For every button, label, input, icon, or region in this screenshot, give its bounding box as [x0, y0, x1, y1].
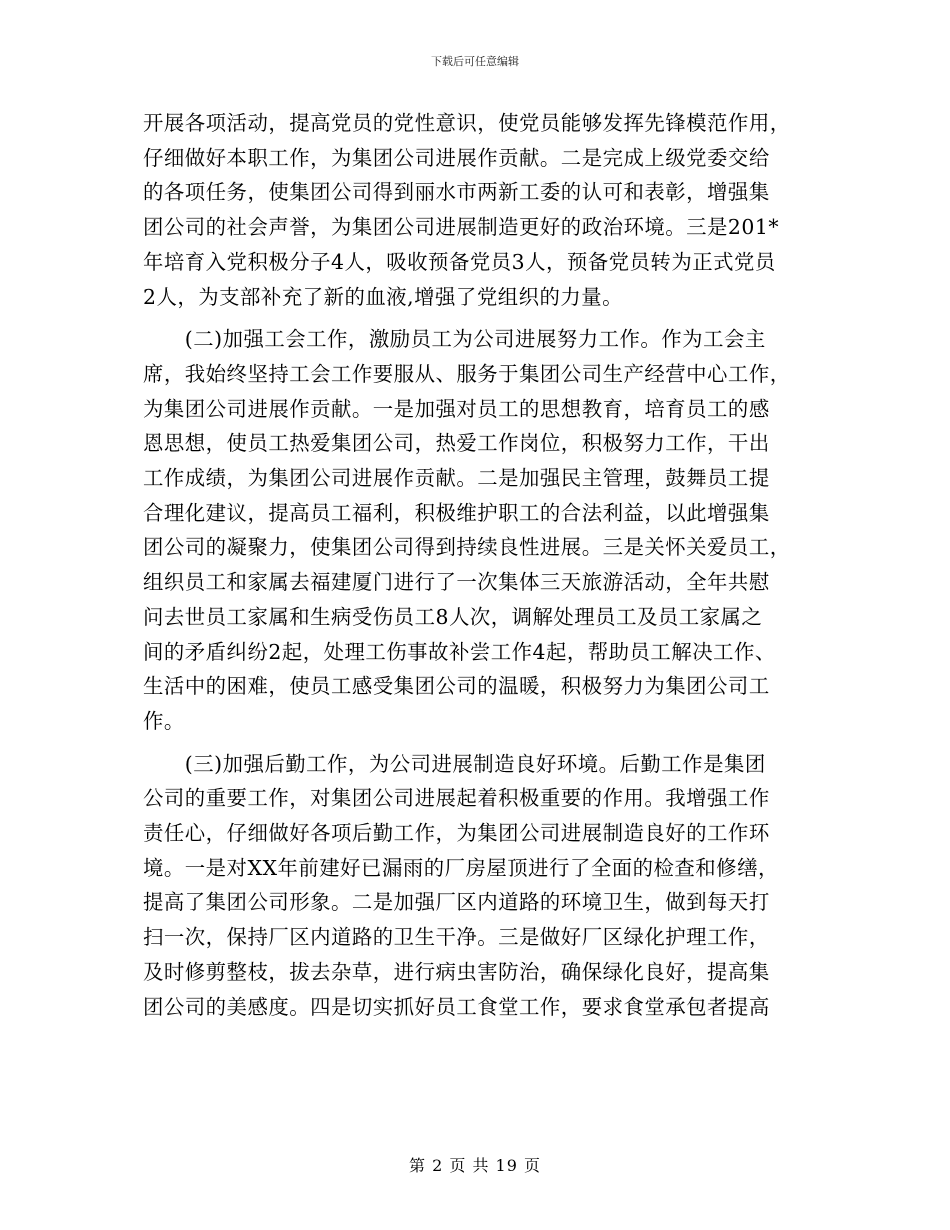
text-line: (二)加强工会工作，激励员工为公司进展努力工作。作为工会主 — [143, 327, 766, 352]
text-line: 仔细做好本职工作，为集团公司进展作贡献。二是完成上级党委交给 — [143, 145, 770, 170]
text-line: 扫一次，保持厂区内道路的卫生干净。三是做好厂区绿化护理工作， — [143, 925, 770, 950]
text-line: 恩思想，使员工热爱集团公司，热爱工作岗位，积极努力工作，干出 — [143, 431, 770, 456]
text-line: 年培育入党积极分子4人，吸收预备党员3人，预备党员转为正式党员 — [143, 249, 776, 274]
text-line: 间的矛盾纠纷2起，处理工伤事故补尝工作4起，帮助员工解决工作、 — [143, 639, 776, 664]
page-header: 下载后可任意编辑 — [431, 55, 519, 68]
paragraph-1 — [143, 106, 815, 314]
text-line: 团公司的社会声誉，为集团公司进展制造更好的政治环境。三是201* — [143, 215, 780, 240]
text-line: 合理化建议，提高员工福利，积极维护职工的合法利益，以此增强集 — [143, 500, 770, 525]
text-line: 工作成绩，为集团公司进展作贡献。二是加强民主管理，鼓舞员工提 — [143, 466, 770, 491]
text-line: 开展各项活动，提高党员的党性意识，使党员能够发挥先锋模范作用， — [143, 111, 791, 135]
text-line: 生活中的困难，使员工感受集团公司的温暖，积极努力为集团公司工 — [143, 674, 770, 699]
text-line: 境。一是对XX年前建好已漏雨的厂房屋顶进行了全面的检查和修缮， — [143, 855, 779, 880]
text-line: 提高了集团公司形象。二是加强厂区内道路的环境卫生，做到每天打 — [143, 890, 770, 915]
text-line: 席，我始终坚持工会工作要服从、服务于集团公司生产经营中心工作， — [143, 361, 791, 386]
paragraph-3 — [143, 747, 815, 1025]
text-line: 的各项任务，使集团公司得到丽水市两新工委的认可和表彰，增强集 — [143, 180, 770, 205]
text-line: 团公司的凝聚力，使集团公司得到持续良性进展。三是关怀关爱员工， — [143, 535, 791, 560]
text-line: 问去世员工家属和生病受伤员工8人次，调解处理员工及员工家属之 — [143, 604, 763, 629]
text-line: 为集团公司进展作贡献。一是加强对员工的思想教育，培育员工的感 — [143, 396, 770, 421]
text-line: 及时修剪整枝，拔去杂草，进行病虫害防治，确保绿化良好，提高集 — [143, 959, 770, 984]
paragraph-2 — [143, 322, 815, 738]
text-line: 责任心，仔细做好各项后勤工作，为集团公司进展制造良好的工作环 — [143, 821, 770, 846]
page-number: 第 2 页 共 19 页 — [409, 1156, 541, 1175]
text-line: 作。 — [143, 708, 185, 733]
text-line: (三)加强后勤工作，为公司进展制造良好环境。后勤工作是集团 — [143, 751, 766, 776]
text-line: 公司的重要工作，对集团公司进展起着积极重要的作用。我增强工作 — [143, 786, 770, 811]
text-line: 组织员工和家属去福建厦门进行了一次集体三天旅游活动，全年共慰 — [143, 570, 770, 595]
document-body — [143, 106, 815, 1024]
text-line: 2人，为支部补充了新的血液,增强了党组织的力量。 — [143, 284, 624, 309]
text-line: 团公司的美感度。四是切实抓好员工食堂工作，要求食堂承包者提高 — [143, 994, 770, 1019]
